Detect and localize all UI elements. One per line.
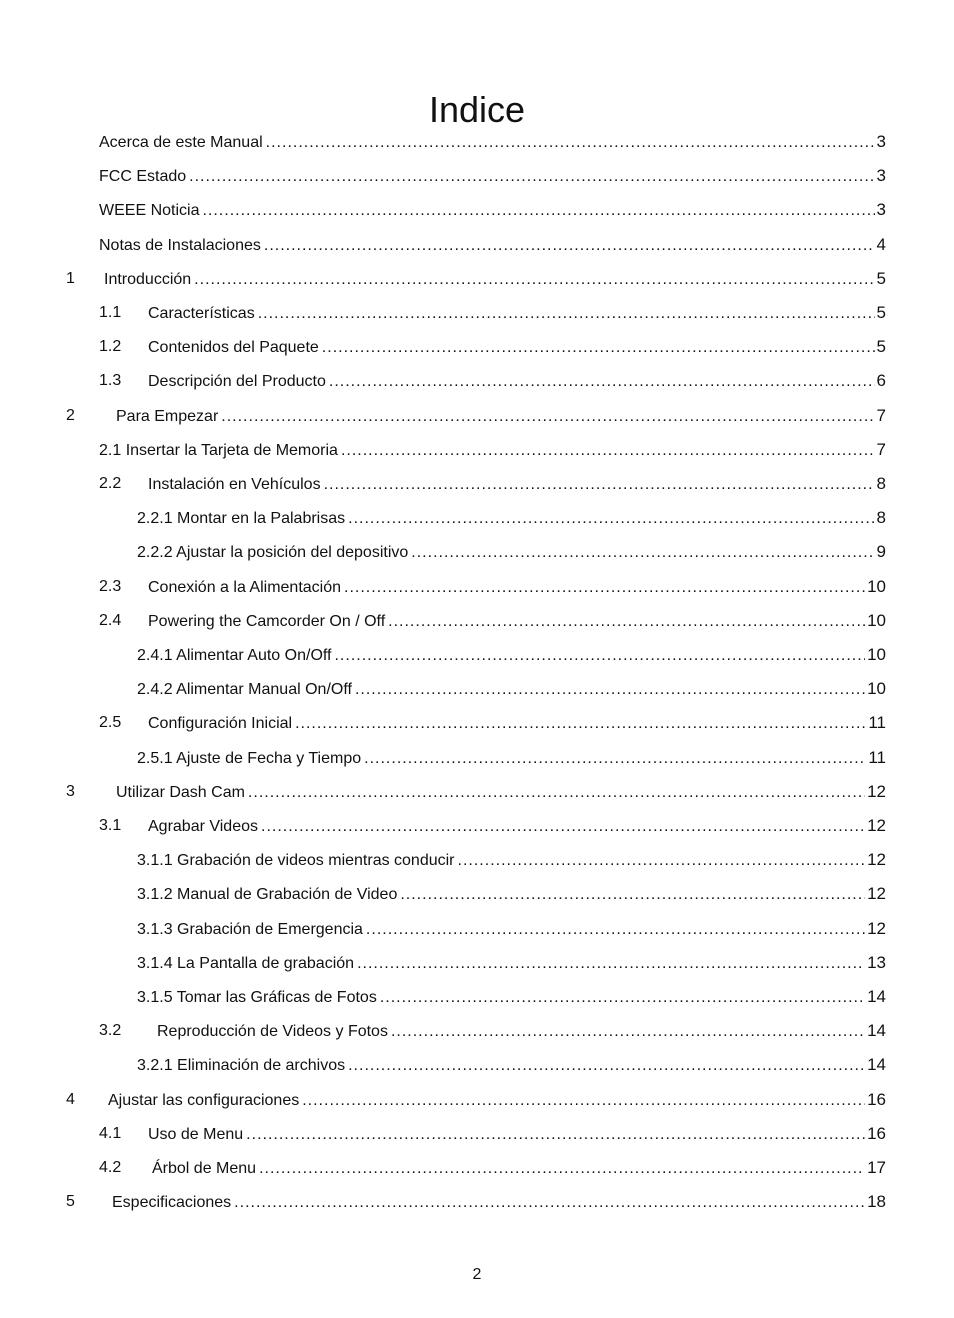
toc-dot-leader — [202, 200, 874, 222]
toc-entry[interactable] — [137, 918, 886, 940]
toc-entry-number: 5 — [66, 1193, 75, 1210]
toc-entry[interactable] — [152, 1157, 886, 1179]
toc-dot-leader — [302, 1090, 865, 1112]
toc-entry-number: 1.3 — [99, 372, 122, 389]
toc-entry-page: 14 — [867, 1055, 886, 1074]
toc-entry-number: 3.2 — [99, 1022, 122, 1039]
toc-entry-page: 5 — [876, 337, 886, 356]
toc-entry-title: Powering the Camcorder On / Off — [148, 613, 386, 630]
toc-entry-title: Introducción — [104, 271, 192, 288]
page-title: Indice — [428, 89, 526, 130]
toc-entry-number: 2.5 — [99, 714, 122, 731]
toc-dot-leader — [322, 337, 875, 359]
toc-entry[interactable] — [137, 507, 886, 529]
toc-entry-title: 2.4.2 Alimentar Manual On/Off — [137, 681, 352, 698]
toc-entry-page: 14 — [867, 1021, 886, 1040]
toc-entry-page: 4 — [876, 235, 886, 254]
toc-entry[interactable] — [148, 370, 886, 392]
toc-entry[interactable] — [137, 849, 886, 871]
toc-entry-title: Configuración Inicial — [148, 715, 293, 732]
toc-entry-title: 2.2.1 Montar en la Palabrisas — [137, 510, 346, 527]
toc-entry-title: 3.1.4 La Pantalla de grabación — [137, 955, 355, 972]
toc-dot-leader — [261, 816, 865, 838]
toc-entry[interactable] — [148, 302, 886, 324]
toc-entry[interactable] — [99, 439, 886, 461]
toc-dot-leader — [355, 679, 865, 701]
toc-entry-number: 1 — [66, 270, 75, 287]
toc-dot-leader — [221, 406, 874, 428]
toc-entry-title: 2.4.1 Alimentar Auto On/Off — [137, 647, 332, 664]
toc-dot-leader — [334, 645, 865, 667]
toc-dot-leader — [324, 474, 875, 496]
toc-entry-title: 2.5.1 Ajuste de Fecha y Tiempo — [137, 750, 362, 767]
toc-dot-leader — [246, 1124, 865, 1146]
toc-dot-leader — [411, 542, 874, 564]
toc-entry-page: 12 — [867, 782, 886, 801]
toc-entry[interactable] — [137, 644, 886, 666]
toc-entry-page: 3 — [876, 200, 886, 219]
toc-entry-page: 16 — [867, 1124, 886, 1143]
toc-entry-number: 2.2 — [99, 475, 122, 492]
toc-entry[interactable] — [116, 781, 886, 803]
toc-entry-title: Utilizar Dash Cam — [116, 784, 245, 801]
toc-entry[interactable] — [148, 576, 886, 598]
toc-entry-title: Instalación en Vehículos — [148, 476, 321, 493]
toc-dot-leader — [295, 713, 866, 735]
toc-dot-leader — [348, 1055, 865, 1077]
toc-entry[interactable] — [148, 473, 886, 495]
toc-entry-page: 17 — [867, 1158, 886, 1177]
toc-entry-page: 3 — [876, 166, 886, 185]
toc-entry-title: 3.1.5 Tomar las Gráficas de Fotos — [137, 989, 377, 1006]
toc-entry-page: 10 — [867, 679, 886, 698]
toc-entry[interactable] — [137, 678, 886, 700]
toc-entry-number: 4 — [66, 1091, 75, 1108]
toc-entry-page: 12 — [867, 850, 886, 869]
toc-entry-title: Características — [148, 305, 255, 322]
toc-entry-title: FCC Estado — [99, 168, 187, 185]
toc-entry[interactable] — [116, 405, 886, 427]
toc-entry[interactable] — [99, 199, 886, 221]
toc-entry[interactable] — [148, 610, 886, 632]
toc-entry[interactable] — [99, 165, 886, 187]
toc-entry-page: 10 — [867, 611, 886, 630]
toc-entry-page: 12 — [867, 816, 886, 835]
toc-entry[interactable] — [99, 131, 886, 153]
toc-entry-page: 14 — [867, 987, 886, 1006]
toc-entry[interactable] — [137, 952, 886, 974]
toc-entry-page: 13 — [867, 953, 886, 972]
toc-entry-title: Para Empezar — [116, 408, 219, 425]
toc-entry-number: 4.2 — [99, 1159, 122, 1176]
toc-entry-page: 7 — [876, 440, 886, 459]
toc-entry-page: 12 — [867, 884, 886, 903]
toc-entry-number: 2 — [66, 407, 75, 424]
toc-entry-title: Conexión a la Alimentación — [148, 579, 342, 596]
toc-entry-page: 3 — [876, 132, 886, 151]
toc-entry[interactable] — [137, 986, 886, 1008]
toc-dot-leader — [258, 303, 875, 325]
toc-entry-title: 3.1.3 Grabación de Emergencia — [137, 921, 363, 938]
toc-dot-leader — [391, 1021, 865, 1043]
toc-dot-leader — [366, 919, 865, 941]
toc-entry-title: 2.1 Insertar la Tarjeta de Memoria — [99, 442, 338, 459]
toc-entry-page: 11 — [868, 713, 886, 732]
toc-entry[interactable] — [148, 815, 886, 837]
toc-entry-title: 3.1.1 Grabación de videos mientras conducir — [137, 852, 455, 869]
toc-dot-leader — [266, 132, 875, 154]
toc-entry-page: 6 — [876, 371, 886, 390]
toc-entry-page: 18 — [867, 1192, 886, 1211]
toc-dot-leader — [259, 1158, 865, 1180]
toc-entry-number: 1.2 — [99, 338, 122, 355]
toc-entry-title: Ajustar las configuraciones — [108, 1092, 300, 1109]
toc-entry[interactable] — [148, 336, 886, 358]
toc-dot-leader — [364, 748, 866, 770]
toc-dot-leader — [329, 371, 875, 393]
toc-entry-title: Descripción del Producto — [148, 373, 326, 390]
toc-entry-page: 10 — [867, 645, 886, 664]
toc-entry-title: Acerca de este Manual — [99, 134, 263, 151]
toc-dot-leader — [341, 440, 875, 462]
toc-dot-leader — [380, 987, 865, 1009]
toc-entry[interactable] — [148, 1123, 886, 1145]
toc-dot-leader — [388, 611, 865, 633]
toc-entry-page: 8 — [876, 508, 886, 527]
toc-entry-title: Agrabar Videos — [148, 818, 258, 835]
toc-dot-leader — [234, 1192, 865, 1214]
toc-entry[interactable] — [137, 883, 886, 905]
toc-dot-leader — [357, 953, 865, 975]
toc-entry-title: 3.2.1 Eliminación de archivos — [137, 1057, 346, 1074]
toc-entry-page: 10 — [867, 577, 886, 596]
toc-entry-number: 1.1 — [99, 304, 122, 321]
toc-entry-number: 2.3 — [99, 578, 122, 595]
toc-dot-leader — [194, 269, 874, 291]
toc-entry[interactable] — [137, 541, 886, 563]
toc-entry-number: 2.4 — [99, 612, 122, 629]
toc-entry-page: 9 — [876, 542, 886, 561]
page-number: 2 — [472, 1266, 482, 1283]
toc-entry-title: WEEE Noticia — [99, 202, 200, 219]
toc-entry-title: Uso de Menu — [148, 1126, 244, 1143]
toc-entry-title: Especificaciones — [112, 1194, 232, 1211]
toc-entry-page: 12 — [867, 919, 886, 938]
toc-dot-leader — [458, 850, 866, 872]
toc-entry-title: Contenidos del Paquete — [148, 339, 319, 356]
toc-entry[interactable] — [104, 268, 886, 290]
toc-entry[interactable] — [157, 1020, 886, 1042]
toc-dot-leader — [189, 166, 874, 188]
toc-entry-title: Reproducción de Videos y Fotos — [157, 1023, 388, 1040]
toc-entry-title: Notas de Instalaciones — [99, 237, 261, 254]
toc-dot-leader — [400, 884, 865, 906]
toc-dot-leader — [344, 577, 865, 599]
toc-entry[interactable] — [137, 1054, 886, 1076]
toc-entry[interactable] — [148, 712, 886, 734]
toc-dot-leader — [248, 782, 865, 804]
toc-entry-title: Árbol de Menu — [152, 1160, 257, 1177]
toc-entry-page: 8 — [876, 474, 886, 493]
toc-entry-number: 3.1 — [99, 817, 122, 834]
toc-dot-leader — [264, 235, 875, 257]
toc-entry[interactable] — [108, 1089, 886, 1111]
toc-entry-page: 11 — [868, 748, 886, 767]
toc-entry-page: 16 — [867, 1090, 886, 1109]
toc-dot-leader — [348, 508, 874, 530]
toc-entry-page: 5 — [876, 303, 886, 322]
toc-entry-page: 7 — [876, 406, 886, 425]
toc-entry-number: 3 — [66, 783, 75, 800]
toc-entry-title: 3.1.2 Manual de Grabación de Video — [137, 886, 398, 903]
toc-entry-page: 5 — [876, 269, 886, 288]
toc-entry[interactable] — [112, 1191, 886, 1213]
toc-entry-title: 2.2.2 Ajustar la posición del depositivo — [137, 544, 409, 561]
toc-entry[interactable] — [137, 747, 886, 769]
toc-entry[interactable] — [99, 234, 886, 256]
toc-entry-number: 4.1 — [99, 1125, 122, 1142]
